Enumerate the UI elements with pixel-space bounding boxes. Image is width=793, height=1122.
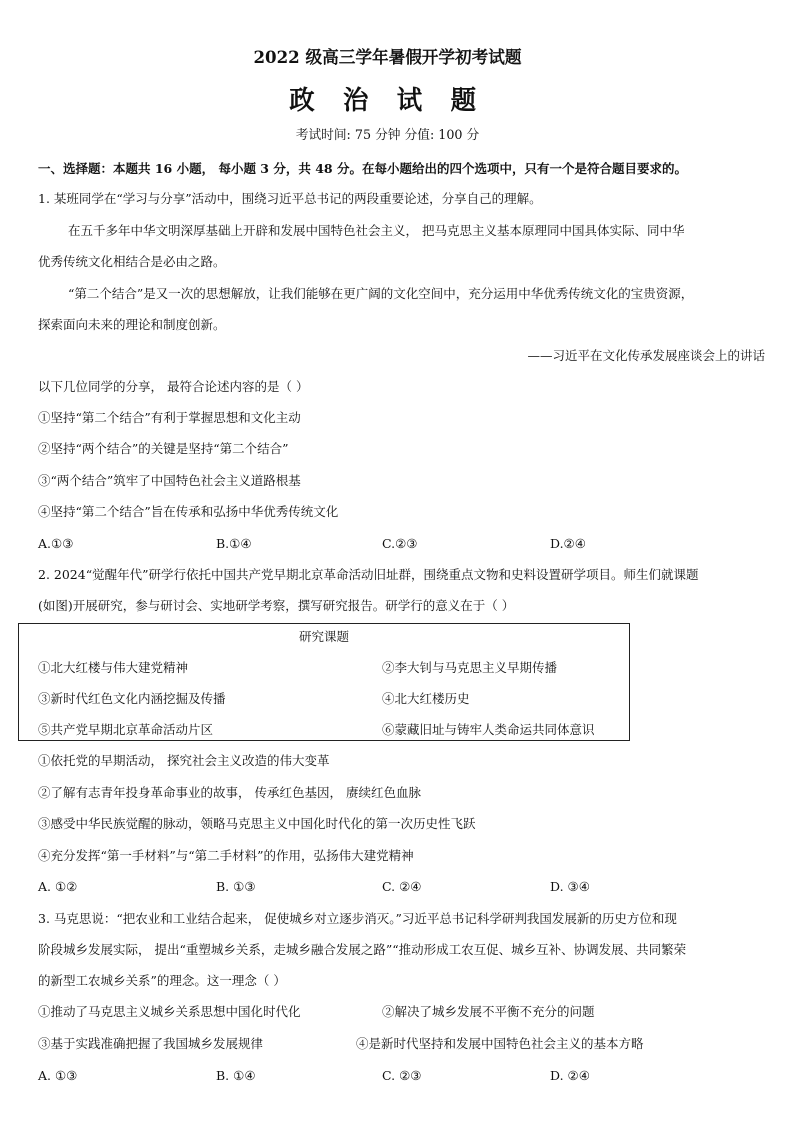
exam-info: 考试时间: 75 分钟 分值: 100 分 — [295, 128, 480, 143]
topic-item: ④北大红楼历史 — [382, 691, 470, 706]
answer-option-c[interactable]: C. ②④ — [382, 879, 422, 894]
answer-option-b[interactable]: B. ①③ — [216, 879, 256, 894]
statement-item: ①依托党的早期活动， 探究社会主义改造的伟大变革 — [38, 753, 330, 768]
quote-source: ——习近平在文化传承发展座谈会上的讲话 — [527, 348, 765, 363]
subject-title: 政 治 试 题 — [289, 86, 486, 116]
topic-item: ②李大钊与马克思主义早期传播 — [382, 660, 558, 675]
question-prompt: 以下几位同学的分享， 最符合论述内容的是（ ） — [38, 379, 309, 394]
statement-item: ④是新时代坚持和发展中国特色社会主义的基本方略 — [356, 1036, 644, 1051]
answer-option-a[interactable]: A.①③ — [38, 536, 74, 551]
answer-option-a[interactable]: A. ①③ — [38, 1068, 78, 1083]
question-stem: 的新型工农城乡关系”的理念。这一理念（ ） — [38, 973, 286, 988]
statement-item: ④坚持“第二个结合”旨在传承和弘扬中华优秀传统文化 — [38, 504, 339, 519]
research-topics-box — [18, 623, 630, 741]
exam-title: 2022 级高三学年暑假开学初考试题 — [253, 48, 522, 68]
question-stem: 1. 某班同学在“学习与分享”活动中，围绕习近平总书记的两段重要论述，分享自己的理解。 — [38, 191, 542, 206]
statement-item: ③“两个结合”筑牢了中国特色社会主义道路根基 — [38, 473, 301, 488]
topic-item: ⑤共产党早期北京革命活动片区 — [38, 722, 214, 737]
answer-option-b[interactable]: B. ①④ — [216, 1068, 256, 1083]
quote-paragraph: “第二个结合”是又一次的思想解放，让我们能够在更广阔的文化空间中，充分运用中华优秀传统文化的宝贵资源， — [68, 286, 694, 301]
topic-item: ①北大红楼与伟大建党精神 — [38, 660, 189, 675]
quote-paragraph: 探索面向未来的理论和制度创新。 — [38, 317, 226, 332]
question-stem: (如图)开展研究，参与研讨会、实地研学考察，撰写研究报告。研学行的意义在于（ ） — [38, 598, 515, 613]
statement-item: ①推动了马克思主义城乡关系思想中国化时代化 — [38, 1004, 301, 1019]
question-stem: 2. 2024“觉醒年代”研学行依托中国共产党早期北京革命活动旧址群，围绕重点文物和史料设置研学项目。师生们就课题 — [38, 567, 699, 582]
answer-option-b[interactable]: B.①④ — [216, 536, 252, 551]
topic-item: ⑥蒙藏旧址与铸牢人类命运共同体意识 — [382, 722, 595, 737]
statement-item: ①坚持“第二个结合”有利于掌握思想和文化主动 — [38, 410, 301, 425]
statement-item: ②解决了城乡发展不平衡不充分的问题 — [382, 1004, 595, 1019]
quote-paragraph: 优秀传统文化相结合是必由之路。 — [38, 254, 226, 269]
statement-item: ④充分发挥“第一手材料”与“第二手材料”的作用，弘扬伟大建党精神 — [38, 848, 414, 863]
topic-item: ③新时代红色文化内涵挖掘及传播 — [38, 691, 226, 706]
section-heading: 一、选择题：本题共 16 小题， 每小题 3 分，共 48 分。在每小题给出的四个选项中，只有一个是符合题目要求的。 — [38, 161, 687, 176]
box-title: 研究课题 — [298, 629, 349, 644]
answer-option-d[interactable]: D.②④ — [550, 536, 586, 551]
statement-item: ③感受中华民族觉醒的脉动，领略马克思主义中国化时代化的第一次历史性飞跃 — [38, 816, 476, 831]
answer-option-d[interactable]: D. ③④ — [550, 879, 590, 894]
answer-option-a[interactable]: A. ①② — [38, 879, 78, 894]
statement-item: ②坚持“两个结合”的关键是坚持“第二个结合” — [38, 441, 289, 456]
statement-item: ③基于实践准确把握了我国城乡发展规律 — [38, 1036, 264, 1051]
quote-paragraph: 在五千多年中华文明深厚基础上开辟和发展中国特色社会主义， 把马克思主义基本原理同中国具体实际、同中华 — [68, 223, 685, 238]
answer-option-c[interactable]: C. ②③ — [382, 1068, 422, 1083]
question-stem: 阶段城乡发展实际， 提出“重塑城乡关系，走城乡融合发展之路”“推动形成工农互促、城乡互补、协调发展、共同繁荣 — [38, 942, 687, 957]
statement-item: ②了解有志青年投身革命事业的故事， 传承红色基因， 赓续红色血脉 — [38, 785, 421, 800]
answer-option-d[interactable]: D. ②④ — [550, 1068, 590, 1083]
question-stem: 3. 马克思说：“把农业和工业结合起来， 促使城乡对立逐步消灭。”习近平总书记科学研判我国发展新的历史方位和现 — [38, 911, 677, 926]
answer-option-c[interactable]: C.②③ — [382, 536, 418, 551]
